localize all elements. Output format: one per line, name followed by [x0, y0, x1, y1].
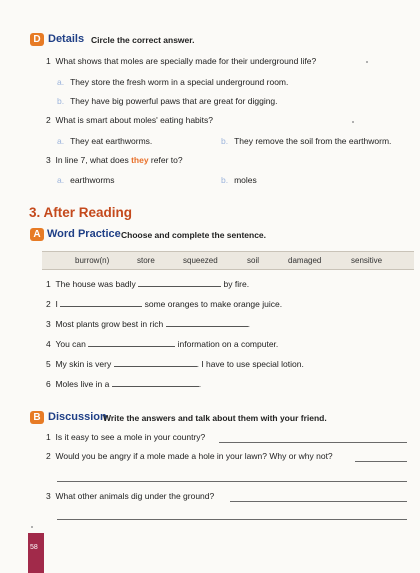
- stray-mark: [31, 526, 33, 528]
- word-practice-title: Word Practice: [47, 228, 121, 240]
- discussion-q3: 3 What other animals dig under the ground?: [46, 491, 215, 501]
- after-reading-title: 3. After Reading: [29, 205, 133, 220]
- word-bank-item: squeezed: [183, 256, 218, 265]
- answer-line[interactable]: [57, 519, 407, 520]
- page-number: 58: [30, 544, 38, 551]
- word-practice-sentence-6: 6 Moles live in a .: [46, 379, 202, 389]
- answer-blank[interactable]: [138, 278, 221, 287]
- section-a-badge: A: [30, 228, 44, 241]
- word-practice-sentence-3: 3 Most plants grow best in rich .: [46, 319, 250, 329]
- details-instruction: Circle the correct answer.: [91, 35, 195, 45]
- answer-blank[interactable]: [60, 298, 142, 307]
- answer-line[interactable]: [57, 481, 407, 482]
- page-number-bar: [28, 533, 44, 573]
- word-bank-item: sensitive: [351, 256, 383, 265]
- details-q3: 3 In line 7, what does they refer to?: [46, 155, 183, 165]
- details-q1: 1 What shows that moles are specially made for their underground life?: [46, 56, 317, 66]
- stray-mark: [366, 61, 368, 63]
- answer-blank[interactable]: [114, 358, 197, 367]
- word-bank-item: damaged: [288, 256, 322, 265]
- details-q3-option-a[interactable]: a. earthworms: [57, 175, 115, 185]
- answer-line[interactable]: [355, 461, 407, 462]
- details-q2: 2 What is smart about moles' eating habits?: [46, 115, 214, 125]
- details-q1-option-b[interactable]: b. They have big powerful paws that are great for digging.: [57, 96, 278, 106]
- details-title: Details: [48, 33, 85, 45]
- word-bank-item: burrow(n): [75, 256, 110, 265]
- word-practice-sentence-1: 1 The house was badly by fire.: [46, 279, 250, 289]
- answer-blank[interactable]: [112, 378, 199, 387]
- answer-blank[interactable]: [166, 318, 248, 327]
- answer-line[interactable]: [230, 501, 407, 502]
- discussion-instruction: Write the answers and talk about them with your friend.: [103, 413, 327, 423]
- discussion-q2: 2 Would you be angry if a mole made a hole in your lawn? Why or why not?: [46, 451, 333, 461]
- word-practice-sentence-2: 2 I some oranges to make orange juice.: [46, 299, 283, 309]
- word-practice-instruction: Choose and complete the sentence.: [121, 230, 267, 240]
- stray-mark: [352, 121, 354, 123]
- word-practice-sentence-4: 4 You can information on a computer.: [46, 339, 279, 349]
- details-q1-option-a[interactable]: a. They store the fresh worm in a special underground room.: [57, 77, 289, 87]
- word-bank-item: soil: [247, 256, 260, 265]
- word-bank: [42, 251, 414, 270]
- word-practice-sentence-5: 5 My skin is very . I have to use special lotion.: [46, 359, 304, 369]
- answer-line[interactable]: [219, 442, 407, 443]
- discussion-title: Discussion: [48, 411, 107, 423]
- section-d-badge: D: [30, 33, 44, 46]
- word-bank-item: store: [137, 256, 155, 265]
- details-q2-option-b[interactable]: b. They remove the soil from the earthworm.: [221, 136, 392, 146]
- discussion-q1: 1 Is it easy to see a mole in your country?: [46, 432, 206, 442]
- section-b-badge: B: [30, 411, 44, 424]
- details-q2-option-a[interactable]: a. They eat earthworms.: [57, 136, 153, 146]
- details-q3-option-b[interactable]: b. moles: [221, 175, 257, 185]
- answer-blank[interactable]: [88, 338, 175, 347]
